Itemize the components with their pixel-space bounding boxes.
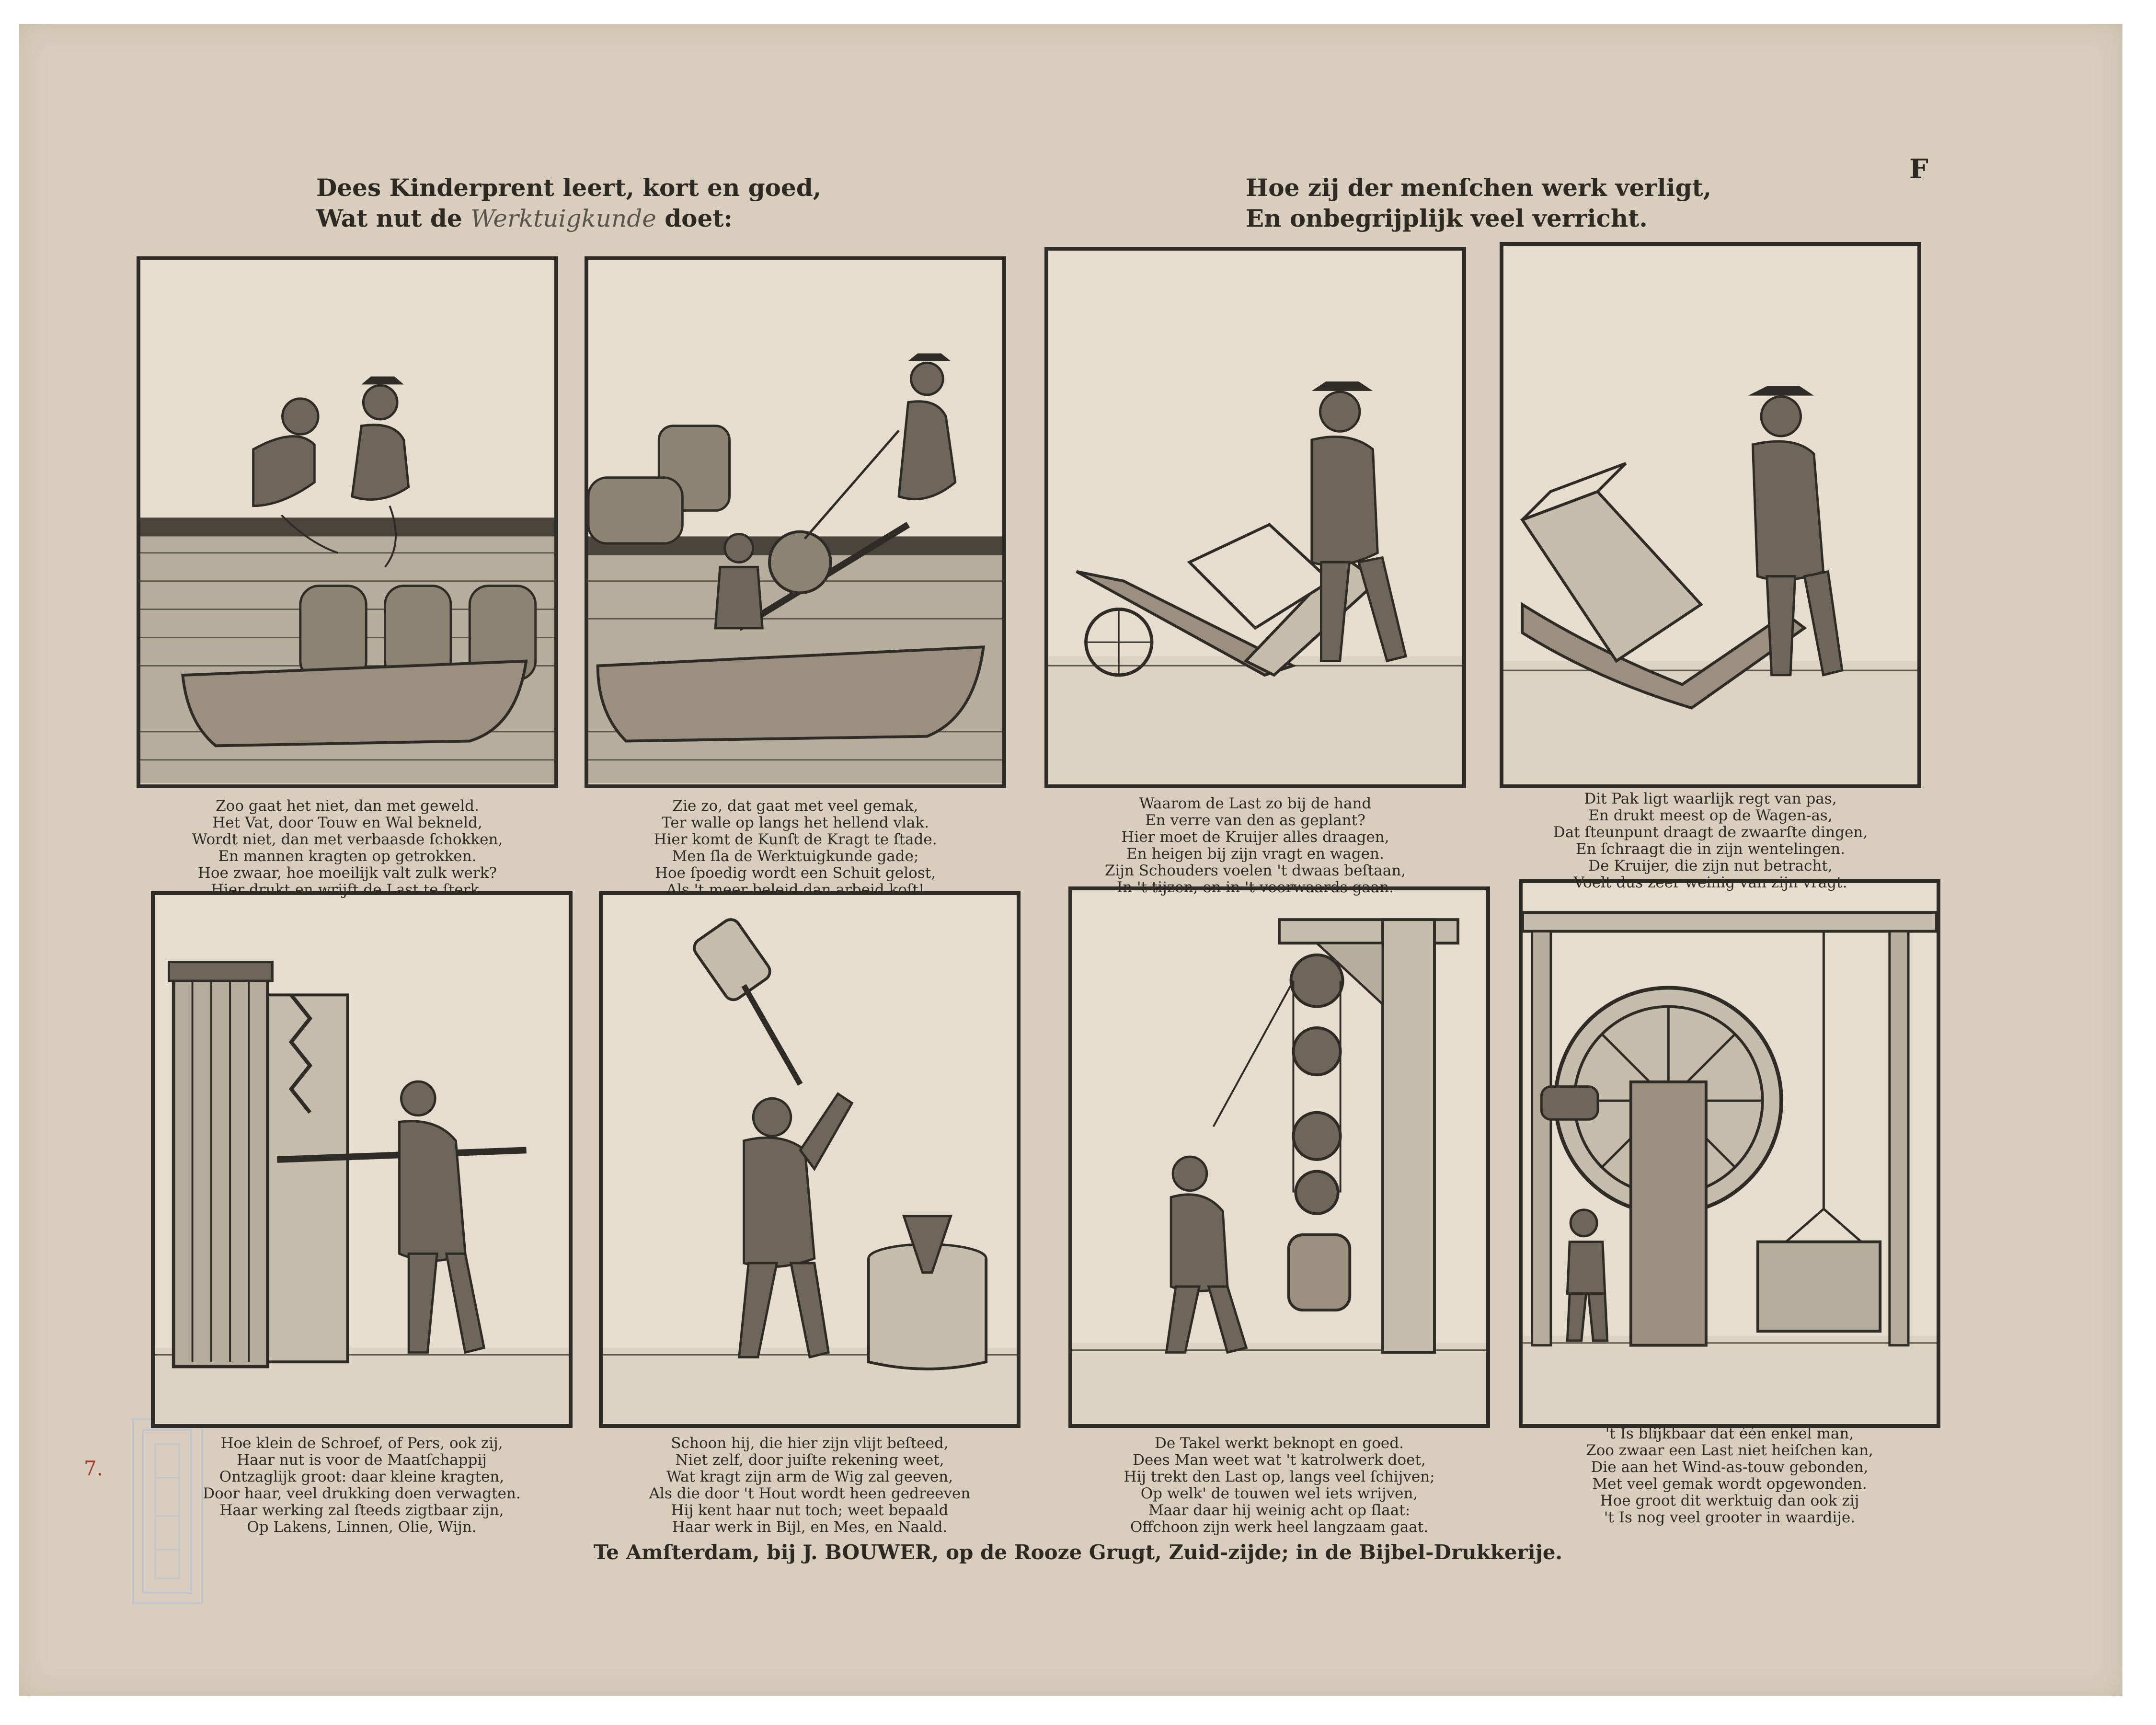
verse-panel-7: [1068, 1435, 1490, 1536]
woodcut-panel-4: [1500, 242, 1921, 788]
verse-line: Als 't meer beleid dan arbeid koſt!: [666, 881, 925, 898]
verse-panel-1: [137, 798, 558, 898]
header-verse-right: [1246, 172, 1711, 234]
verse-line: Ontzaglijk groot: daar kleine kragten,: [219, 1468, 505, 1485]
woodcut-panel-7: [1068, 886, 1490, 1428]
verse-panel-8: [1519, 1426, 1940, 1526]
verse-line: Hij trekt den Last op, langs veel ſchijven;: [1124, 1468, 1435, 1485]
header-right-line2: En onbegrijplijk veel verricht.: [1246, 204, 1648, 232]
verse-line: In 't tijzen, en in 't voorwaards gaan.: [1116, 879, 1394, 896]
verse-line: Zoo zwaar een Last niet heiſchen kan,: [1586, 1442, 1873, 1459]
verse-line: Wat kragt zijn arm de Wig zal geeven,: [666, 1468, 953, 1485]
woodcut-panel-5: [151, 891, 573, 1428]
woodcut-panel-8: [1519, 879, 1940, 1428]
woodcut-tackle-pulley: [1072, 890, 1486, 1424]
verse-panel-5: [151, 1435, 573, 1536]
verse-line: En heigen bij zijn vragt en wagen.: [1126, 845, 1384, 862]
verse-line: Ter walle op langs het hellend vlak.: [662, 814, 929, 831]
verse-line: De Takel werkt beknopt en goed.: [1155, 1435, 1404, 1452]
header-right-line1: Hoe zij der menſchen werk verligt,: [1246, 173, 1712, 202]
verse-line: Hoe ſpoedig wordt een Schuit gelost,: [654, 864, 936, 882]
verse-line: Maar daar hij weinig acht op ſlaat:: [1148, 1502, 1411, 1519]
verse-line: En mannen kragten op getrokken.: [218, 848, 477, 865]
header-left-line2-after: doet:: [656, 204, 733, 232]
verse-line: Hier moet de Kruijer alles draagen,: [1121, 828, 1389, 846]
verse-line: Door haar, veel drukking doen verwagten.: [203, 1485, 521, 1502]
verse-line: Niet zelf, door juiſte rekening weet,: [675, 1451, 944, 1469]
woodcut-mallet-wedge: [603, 895, 1017, 1424]
verse-line: Met veel gemak wordt opgewonden.: [1592, 1475, 1867, 1493]
verse-line: Hoe klein de Schroef, of Pers, ook zij,: [220, 1435, 503, 1452]
woodcut-barrel-ropes: [140, 260, 554, 784]
verse-line: En verre van den as geplant?: [1145, 812, 1365, 829]
woodcut-panel-3: [1044, 247, 1466, 788]
verse-line: Zoo gaat het niet, dan met geweld.: [216, 797, 479, 815]
woodcut-windlass-wheel: [1523, 883, 1937, 1424]
verse-line: En ſchraagt die in zijn wentelingen.: [1575, 840, 1845, 858]
woodcut-wheelbarrow-hand: [1048, 251, 1462, 784]
verse-line: 't Is nog veel grooter in waardije.: [1604, 1509, 1856, 1526]
verse-panel-4: [1500, 791, 1921, 891]
header-verse-left: [316, 172, 821, 234]
verse-panel-3: [1044, 795, 1466, 896]
verse-panel-6: [599, 1435, 1021, 1536]
verse-line: Haar nut is voor de Maatſchappij: [237, 1451, 487, 1469]
verse-panel-2: [585, 798, 1006, 898]
verse-line: Dees Man weet wat 't katrolwerk doet,: [1133, 1451, 1426, 1469]
verse-line: De Kruijer, die zijn nut betracht,: [1588, 857, 1833, 874]
woodcut-wheelbarrow-axle: [1503, 246, 1917, 784]
verse-line: Hoe groot dit werktuig dan ook zij: [1600, 1492, 1859, 1509]
verse-line: Offchoon zijn werk heel langzaam gaat.: [1130, 1518, 1429, 1536]
header-left-line2-emphasis: Werktuigkunde: [470, 205, 656, 232]
printer-imprint: Te Amſterdam, bij J. BOUWER, op de Rooze Grugt, Zuid-zijde; in de Bijbel-Drukkerije.: [593, 1541, 1563, 1564]
header-left-line1: Dees Kinderprent leert, kort en goed,: [316, 173, 822, 202]
verse-line: Voelt dus zeer weinig van zijn vragt.: [1573, 874, 1847, 891]
verse-line: Zijn Schouders voelen 't dwaas beſtaan,: [1104, 862, 1406, 879]
verse-line: Dat ſteunpunt draagt de zwaarſte dingen,: [1553, 824, 1868, 841]
header-left-line2: [316, 203, 821, 234]
verse-line: Op Lakens, Linnen, Olie, Wijn.: [247, 1518, 477, 1536]
verse-line: Als die door 't Hout wordt heen gedreeven: [649, 1485, 971, 1502]
woodcut-panel-1: [137, 256, 558, 788]
margin-number: 7.: [84, 1457, 103, 1480]
verse-line: En drukt meest op de Wagen-as,: [1588, 807, 1833, 824]
woodcut-screw-press: [155, 895, 569, 1424]
woodcut-panel-2: [585, 256, 1006, 788]
verse-line: Haar werk in Bijl, en Mes, en Naald.: [672, 1518, 948, 1536]
verse-line: Op welk' de touwen wel iets wrijven,: [1140, 1485, 1418, 1502]
verse-line: Wordt niet, dan met verbaasde ſchokken,: [192, 831, 503, 848]
verse-line: Waarom de Last zo bij de hand: [1139, 795, 1372, 812]
verse-line: Hier komt de Kunſt de Kragt te ſtade.: [654, 831, 937, 848]
verse-line: Haar werking zal ſteeds zigtbaar zijn,: [219, 1502, 504, 1519]
woodcut-panel-6: [599, 891, 1021, 1428]
sheet-letter: F: [1909, 153, 1928, 185]
verse-line: Hoe zwaar, hoe moeilijk valt zulk werk?: [197, 864, 497, 882]
verse-line: Het Vat, door Touw en Wal bekneld,: [212, 814, 482, 831]
verse-line: Men ſla de Werktuigkunde gade;: [672, 848, 919, 865]
verse-line: Hij kent haar nut toch; weet bepaald: [671, 1502, 949, 1519]
verse-line: Schoon hij, die hier zijn vlijt beſteed,: [671, 1435, 949, 1452]
verse-line: Zie zo, dat gaat met veel gemak,: [672, 797, 918, 815]
woodcut-inclined-plane: [588, 260, 1002, 784]
verse-line: 't Is blijkbaar dat één enkel man,: [1605, 1425, 1854, 1442]
verse-line: Die aan het Wind-as-touw gebonden,: [1591, 1459, 1869, 1476]
verse-line: Hier drukt en wrijft de Last te ſterk.: [210, 881, 484, 898]
verse-line: Dit Pak ligt waarlijk regt van pas,: [1584, 790, 1837, 807]
header-left-line2-before: Wat nut de: [316, 204, 471, 232]
